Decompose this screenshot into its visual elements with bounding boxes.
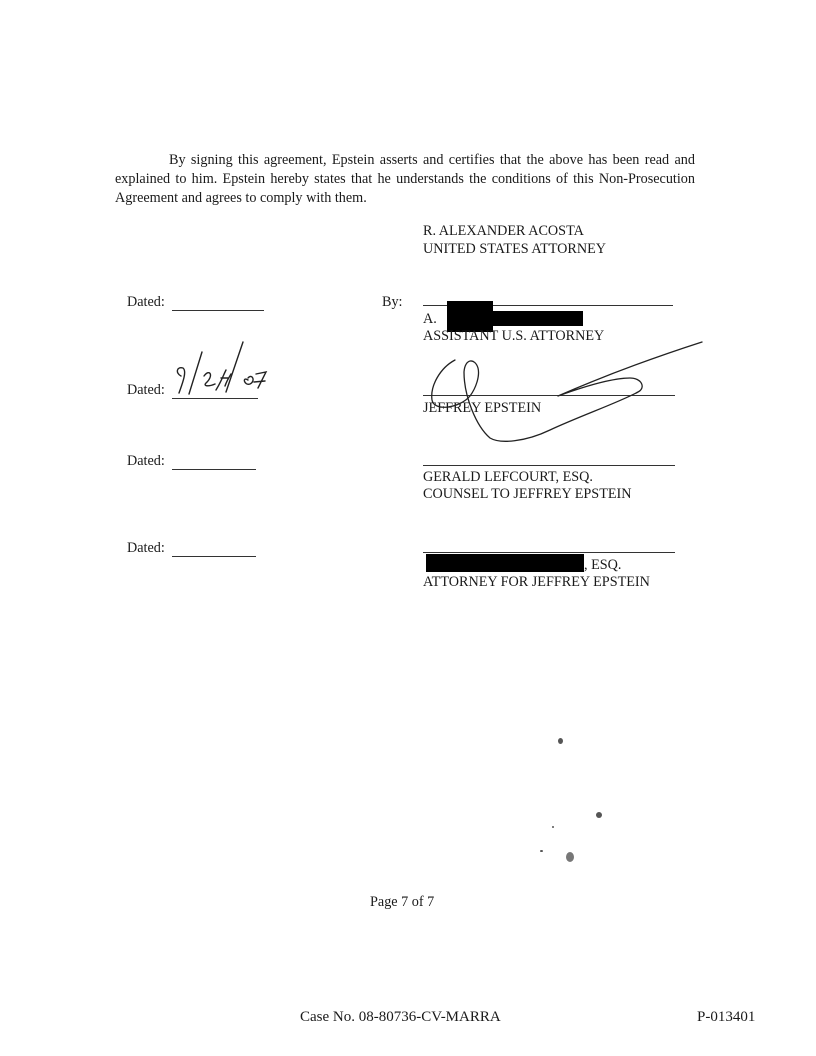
signature-line-attorney — [423, 552, 675, 553]
ausa-title: ASSISTANT U.S. ATTORNEY — [423, 328, 605, 344]
lefcourt-name: GERALD LEFCOURT, ESQ. — [423, 469, 593, 485]
dated-label-3: Dated: — [127, 453, 165, 469]
handwritten-date-svg — [170, 338, 270, 402]
epstein-name: JEFFREY EPSTEIN — [423, 400, 542, 416]
date-line-1 — [172, 310, 264, 311]
ausa-initial: A. — [423, 311, 437, 327]
by-label: By: — [382, 294, 403, 310]
redaction-box — [493, 311, 583, 326]
scan-speck — [540, 850, 543, 852]
case-number: Case No. 08-80736-CV-MARRA — [300, 1009, 501, 1025]
scan-speck — [552, 826, 554, 828]
redaction-box — [426, 554, 584, 572]
agreement-paragraph — [115, 151, 695, 208]
us-attorney-title: UNITED STATES ATTORNEY — [423, 241, 607, 257]
bates-number: P-013401 — [697, 1009, 756, 1025]
signature-line-lefcourt — [423, 465, 675, 466]
page-number: Page 7 of 7 — [370, 894, 435, 910]
scan-speck — [558, 738, 563, 744]
attorney-esq: , ESQ. — [584, 557, 622, 573]
attorney-title: ATTORNEY FOR JEFFREY EPSTEIN — [423, 574, 650, 590]
dated-label-2: Dated: — [127, 382, 165, 398]
lefcourt-title: COUNSEL TO JEFFREY EPSTEIN — [423, 486, 632, 502]
date-line-4 — [172, 556, 256, 557]
paragraph-text: By signing this agreement, Epstein asserts and certifies that the above has been read and explained to him. Epstein hereby states that he understands the conditions of this Non-Prosecution Agreement and agrees to comply with them. — [115, 152, 695, 206]
scan-speck — [566, 852, 574, 862]
date-line-3 — [172, 469, 256, 470]
epstein-signature-svg — [420, 338, 710, 448]
scan-speck — [596, 812, 602, 818]
dated-label-4: Dated: — [127, 540, 165, 556]
dated-label-1: Dated: — [127, 294, 165, 310]
us-attorney-name: R. ALEXANDER ACOSTA — [423, 223, 584, 239]
